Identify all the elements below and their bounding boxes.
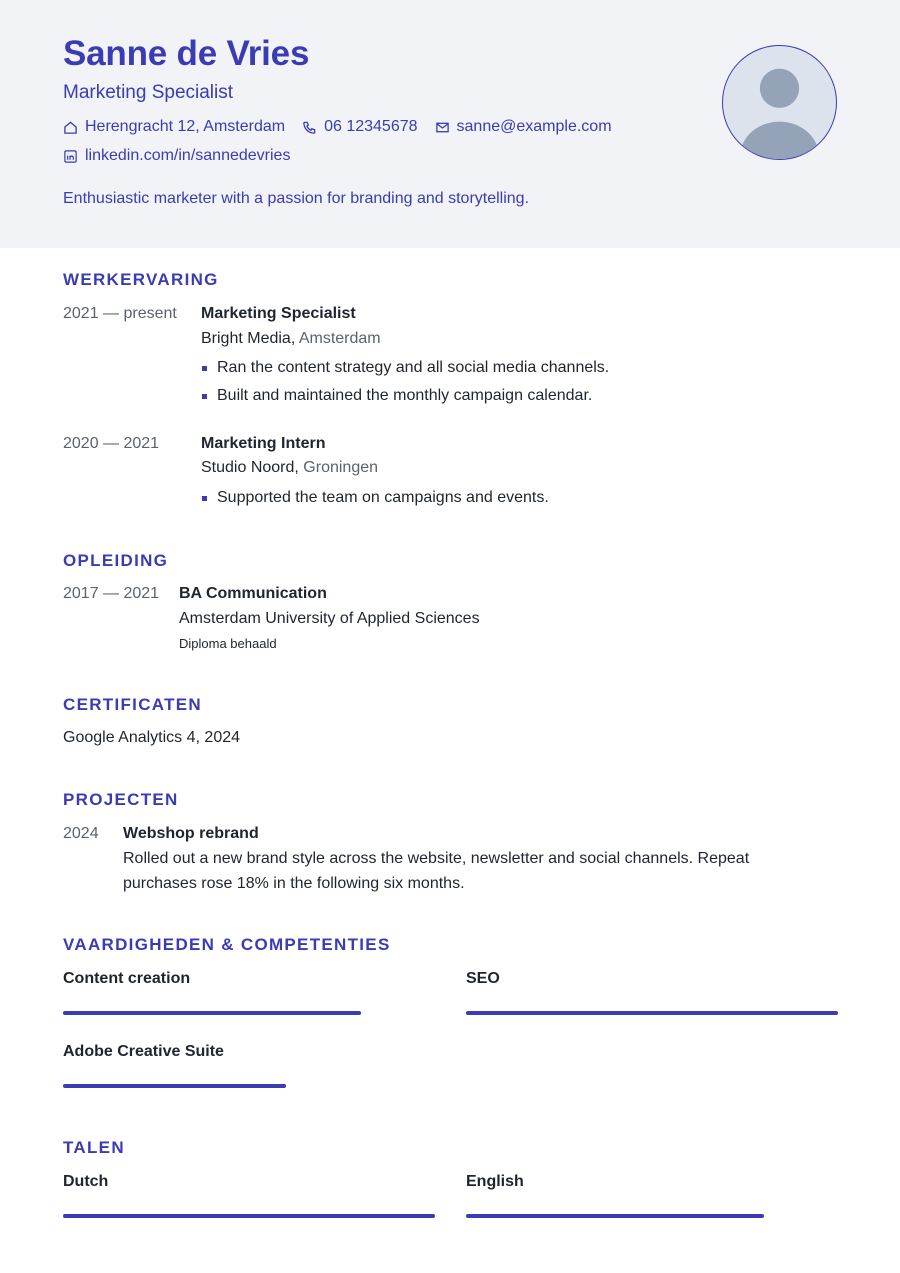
- resume-header: [0, 0, 900, 248]
- section-title-skills: VAARDIGHEDEN & COMPETENTIES: [63, 935, 391, 954]
- level-label: Content creation: [63, 970, 191, 987]
- section-title-work: WERKERVARING: [63, 270, 219, 289]
- address-text: Herengracht 12, Amsterdam: [85, 118, 286, 135]
- education-school: Amsterdam University of Applied Sciences: [179, 610, 480, 627]
- company-name: Bright Media,: [201, 330, 296, 347]
- user-silhouette-icon: [723, 46, 836, 159]
- linkedin-icon: [63, 149, 78, 164]
- level-bar: [466, 1011, 838, 1015]
- candidate-role: Marketing Specialist: [63, 82, 234, 103]
- level-label: SEO: [466, 970, 500, 987]
- work-company: [201, 459, 378, 477]
- project-name: Webshop rebrand: [123, 825, 259, 842]
- contact-phone: [302, 118, 417, 136]
- candidate-name: Sanne de Vries: [63, 34, 310, 73]
- home-icon: [63, 120, 78, 135]
- education-degree: BA Communication: [179, 585, 327, 602]
- avatar: [722, 45, 837, 160]
- contact-row: [63, 118, 629, 136]
- section-title-languages: TALEN: [63, 1138, 125, 1157]
- level-label: English: [466, 1173, 524, 1190]
- company-location: Groningen: [303, 459, 379, 476]
- mail-icon: [435, 120, 450, 135]
- work-title: Marketing Intern: [201, 435, 326, 452]
- work-company: [201, 330, 381, 348]
- work-bullet: Supported the team on campaigns and events.: [201, 489, 549, 507]
- work-dates: 2020 — 2021: [63, 435, 160, 452]
- phone-icon: [302, 120, 317, 135]
- contact-address: [63, 118, 285, 136]
- contact-row-social: [63, 147, 307, 165]
- education-note: Diploma behaald: [179, 636, 277, 651]
- project-year: 2024: [63, 825, 99, 842]
- contact-email[interactable]: [435, 118, 612, 136]
- level-bar: [466, 1214, 764, 1218]
- project-description: Rolled out a new brand style across the website, newsletter and social channels. Repeat purchases rose 18% in the following six months.: [123, 850, 750, 892]
- level-bar: [63, 1011, 361, 1015]
- work-dates: 2021 — present: [63, 305, 177, 322]
- linkedin-text[interactable]: linkedin.com/in/sannedevries: [85, 147, 291, 164]
- work-bullet: Ran the content strategy and all social media channels.: [201, 359, 609, 377]
- education-dates: 2017 — 2021: [63, 585, 160, 602]
- level-bar: [63, 1084, 286, 1088]
- profile-summary: Enthusiastic marketer with a passion for branding and storytelling.: [63, 190, 530, 207]
- certificate-item: Google Analytics 4, 2024: [63, 729, 241, 746]
- section-title-certificates: CERTIFICATEN: [63, 695, 202, 714]
- company-name: Studio Noord,: [201, 459, 299, 476]
- section-title-education: OPLEIDING: [63, 551, 169, 570]
- email-text[interactable]: sanne@example.com: [456, 118, 612, 135]
- company-location: Amsterdam: [298, 330, 381, 347]
- level-bar: [63, 1214, 435, 1218]
- level-label: Dutch: [63, 1173, 109, 1190]
- phone-text: 06 12345678: [324, 118, 418, 135]
- work-bullet: Built and maintained the monthly campaign calendar.: [201, 387, 592, 405]
- section-title-projects: PROJECTEN: [63, 790, 179, 809]
- contact-linkedin[interactable]: [63, 147, 290, 165]
- work-title: Marketing Specialist: [201, 305, 356, 322]
- level-label: Adobe Creative Suite: [63, 1043, 224, 1060]
